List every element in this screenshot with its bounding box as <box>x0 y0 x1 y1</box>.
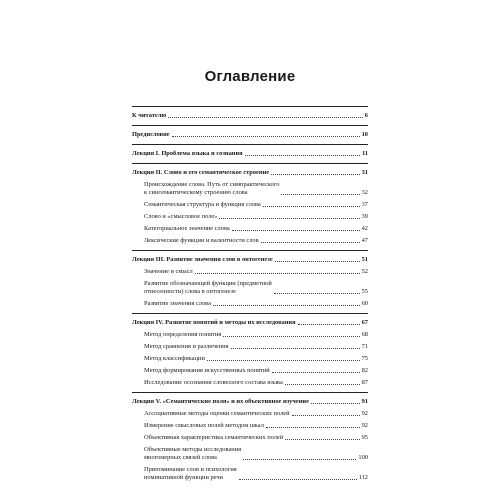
toc-subentry <box>144 367 368 375</box>
toc-entry-title: Категориальное значение слова <box>144 225 230 232</box>
toc-chapter-entry <box>132 319 368 327</box>
toc-subentry <box>144 213 368 221</box>
toc-entry-page: 37 <box>361 201 368 208</box>
toc-entry-title: Метод сравнения и различения <box>144 343 229 350</box>
toc-subentry <box>144 466 368 482</box>
toc-entry-page: 6 <box>364 112 368 119</box>
dot-leader <box>263 206 360 207</box>
toc-subentry <box>144 280 368 296</box>
toc-chapter-entry <box>132 112 368 120</box>
dot-leader <box>292 415 360 416</box>
dot-leader <box>272 372 360 373</box>
toc-entry-title: Происхождение слова. Путь от симпрактического к синсемантическому строению слова <box>144 181 280 196</box>
toc-entry-page: 11 <box>361 150 368 157</box>
toc-entry-page: 42 <box>361 225 368 232</box>
toc-entry-page: 92 <box>361 410 368 417</box>
toc-entry-page: 75 <box>361 355 368 362</box>
toc-section <box>132 144 368 163</box>
dot-leader <box>231 348 360 349</box>
toc-entry-page: 55 <box>361 288 368 295</box>
toc-entry-page: 51 <box>361 256 368 263</box>
toc-section <box>132 313 368 392</box>
toc-entry-page: 31 <box>361 169 368 176</box>
toc-section <box>132 125 368 144</box>
toc-subentry <box>144 225 368 233</box>
dot-leader <box>285 384 360 385</box>
toc-entry-title: Предисловие <box>132 131 170 138</box>
toc-entry-page: 67 <box>361 319 368 326</box>
toc-subentry <box>144 300 368 308</box>
toc-section <box>132 392 368 487</box>
toc-subentry <box>144 410 368 418</box>
dot-leader <box>232 230 360 231</box>
toc-subentry <box>144 201 368 209</box>
dot-leader <box>271 174 360 175</box>
toc-entry-title: Лекция I. Проблема языка и сознания <box>132 150 243 157</box>
toc-entry-title: Объективные методы исследования многомерных связей слова <box>144 446 242 461</box>
toc-entry-page: 95 <box>361 434 368 441</box>
dot-leader <box>207 360 360 361</box>
toc-entry-title: Развитие обозначающей функции (предметной отнесенности) слова в онтогенезе <box>144 280 272 295</box>
dot-leader <box>261 242 360 243</box>
toc-subentry <box>144 268 368 276</box>
dot-leader <box>223 336 359 337</box>
toc-entry-title: Объективная характеристика семантических полей <box>144 434 284 441</box>
table-of-contents <box>132 106 368 487</box>
dot-leader <box>245 155 360 156</box>
toc-entry-page: 91 <box>361 398 368 405</box>
toc-entry-page: 100 <box>358 454 368 461</box>
toc-subentry <box>144 237 368 245</box>
toc-entry-title: Метод определения понятия <box>144 331 222 338</box>
dot-leader <box>168 117 363 118</box>
toc-entry-title: Слово и «смысловое поле» <box>144 213 218 220</box>
toc-entry-title: Припоминание слов и психология номинативной функции речи <box>144 466 237 481</box>
toc-section <box>132 163 368 250</box>
toc-entry-page: 52 <box>361 268 368 275</box>
toc-entry-title: Лекция IV. Развитие понятий и методы их исследования <box>132 319 296 326</box>
toc-entry-title: Лекция III. Развитие значения слов в онтогенезе <box>132 256 273 263</box>
toc-subentry <box>144 181 368 197</box>
toc-entry-title: Исследование осознания словесного состава языка <box>144 379 283 386</box>
toc-entry-page: 82 <box>361 367 368 374</box>
dot-leader <box>243 459 356 460</box>
toc-chapter-entry <box>132 398 368 406</box>
dot-leader <box>195 273 360 274</box>
toc-entry-page: 10 <box>361 131 368 138</box>
dot-leader <box>172 136 360 137</box>
toc-entry-page: 71 <box>361 343 368 350</box>
dot-leader <box>285 439 359 440</box>
toc-entry-title: К читателю <box>132 112 167 119</box>
toc-subentry <box>144 343 368 351</box>
toc-entry-title: Метод формирования искусственных понятий <box>144 367 270 374</box>
dot-leader <box>239 479 357 480</box>
toc-chapter-entry <box>132 169 368 177</box>
dot-leader <box>311 403 360 404</box>
toc-entry-page: 87 <box>361 379 368 386</box>
toc-entry-page: 32 <box>361 189 368 196</box>
toc-entry-page: 39 <box>361 213 368 220</box>
toc-subentry <box>144 434 368 442</box>
toc-section <box>132 250 368 313</box>
toc-entry-title: Лексические функции и валентности слов <box>144 237 259 244</box>
toc-entry-title: Семантическая структура и функция слова <box>144 201 261 208</box>
toc-subentry <box>144 331 368 339</box>
toc-entry-page: 60 <box>361 300 368 307</box>
toc-entry-title: Значение и смысл <box>144 268 193 275</box>
dot-leader <box>213 305 360 306</box>
toc-chapter-entry <box>132 256 368 264</box>
toc-subentry <box>144 446 368 462</box>
toc-subentry <box>144 379 368 387</box>
toc-entry-title: Ассоциативные методы оценки семантических полей <box>144 410 290 417</box>
dot-leader <box>275 261 360 262</box>
toc-entry-title: Лекция V. «Семантические поля» и их объективное изучение <box>132 398 309 405</box>
toc-section <box>132 106 368 125</box>
page-title: Оглавление <box>204 68 296 85</box>
toc-entry-page: 112 <box>358 474 368 481</box>
dot-leader <box>274 293 360 294</box>
toc-chapter-entry <box>132 131 368 139</box>
toc-subentry <box>144 422 368 430</box>
toc-entry-title: Развитие значения слова <box>144 300 211 307</box>
dot-leader <box>281 194 359 195</box>
toc-entry-page: 47 <box>361 237 368 244</box>
toc-chapter-entry <box>132 150 368 158</box>
toc-subentry <box>144 355 368 363</box>
toc-entry-title: Лекция II. Слово и его семантическое строение <box>132 169 270 176</box>
toc-entry-title: Метод классификации <box>144 355 205 362</box>
toc-entry-page: 68 <box>361 331 368 338</box>
dot-leader <box>298 324 360 325</box>
dot-leader <box>266 427 360 428</box>
toc-entry-title: Измерение смысловых полей методом шкал <box>144 422 264 429</box>
dot-leader <box>219 218 359 219</box>
toc-entry-page: 92 <box>361 422 368 429</box>
